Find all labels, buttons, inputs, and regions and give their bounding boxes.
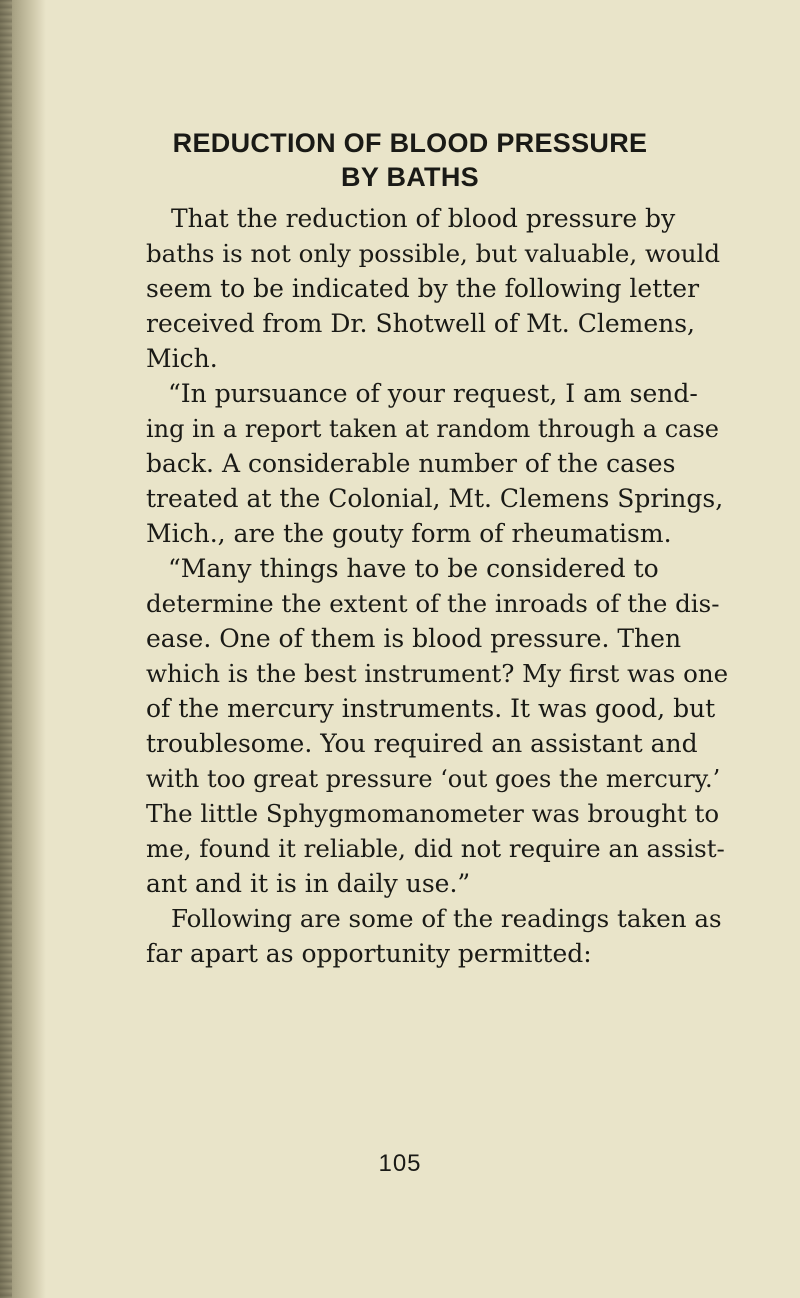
text-line: which is the best instrument? My first was one [146,659,729,688]
text-line: treated at the Colonial, Mt. Clemens Springs, [146,484,724,513]
text-line: “In pursuance of your request, I am send- [168,379,698,408]
text-line: seem to be indicated by the following letter [146,274,700,303]
text-line: far apart as opportunity permitted: [146,939,592,968]
text-line: baths is not only possible, but valuable, would [146,239,721,268]
text-line: The little Sphygmomanometer was brought to [146,799,720,828]
text-line: Mich. [146,344,218,373]
chapter-title-line-2: BY BATHS [341,162,479,192]
text-line: with too great pressure ‘out goes the mercury.’ [146,765,721,793]
text-line: Mich., are the gouty form of rheumatism. [146,519,672,548]
text-line: ease. One of them is blood pressure. Then [146,624,682,653]
text-line: received from Dr. Shotwell of Mt. Clemens, [146,309,695,338]
text-line: ant and it is in daily use.” [146,869,471,898]
page-binding-edge [0,0,46,1298]
text-line: troublesome. You required an assistant and [146,729,698,758]
text-line: me, found it reliable, did not require an assist- [146,834,725,863]
text-line: determine the extent of the inroads of the dis- [146,589,720,618]
text-line: of the mercury instruments. It was good, but [146,694,716,723]
text-line: ing in a report taken at random through a case [146,415,719,443]
text-line: “Many things have to be considered to [168,554,659,583]
text-line: back. A considerable number of the cases [146,449,676,478]
text-line: Following are some of the readings taken as [171,904,722,933]
page-number: 105 [378,1150,422,1177]
chapter-title-line-1: REDUCTION OF BLOOD PRESSURE [172,128,648,158]
text-line: That the reduction of blood pressure by [171,204,676,233]
